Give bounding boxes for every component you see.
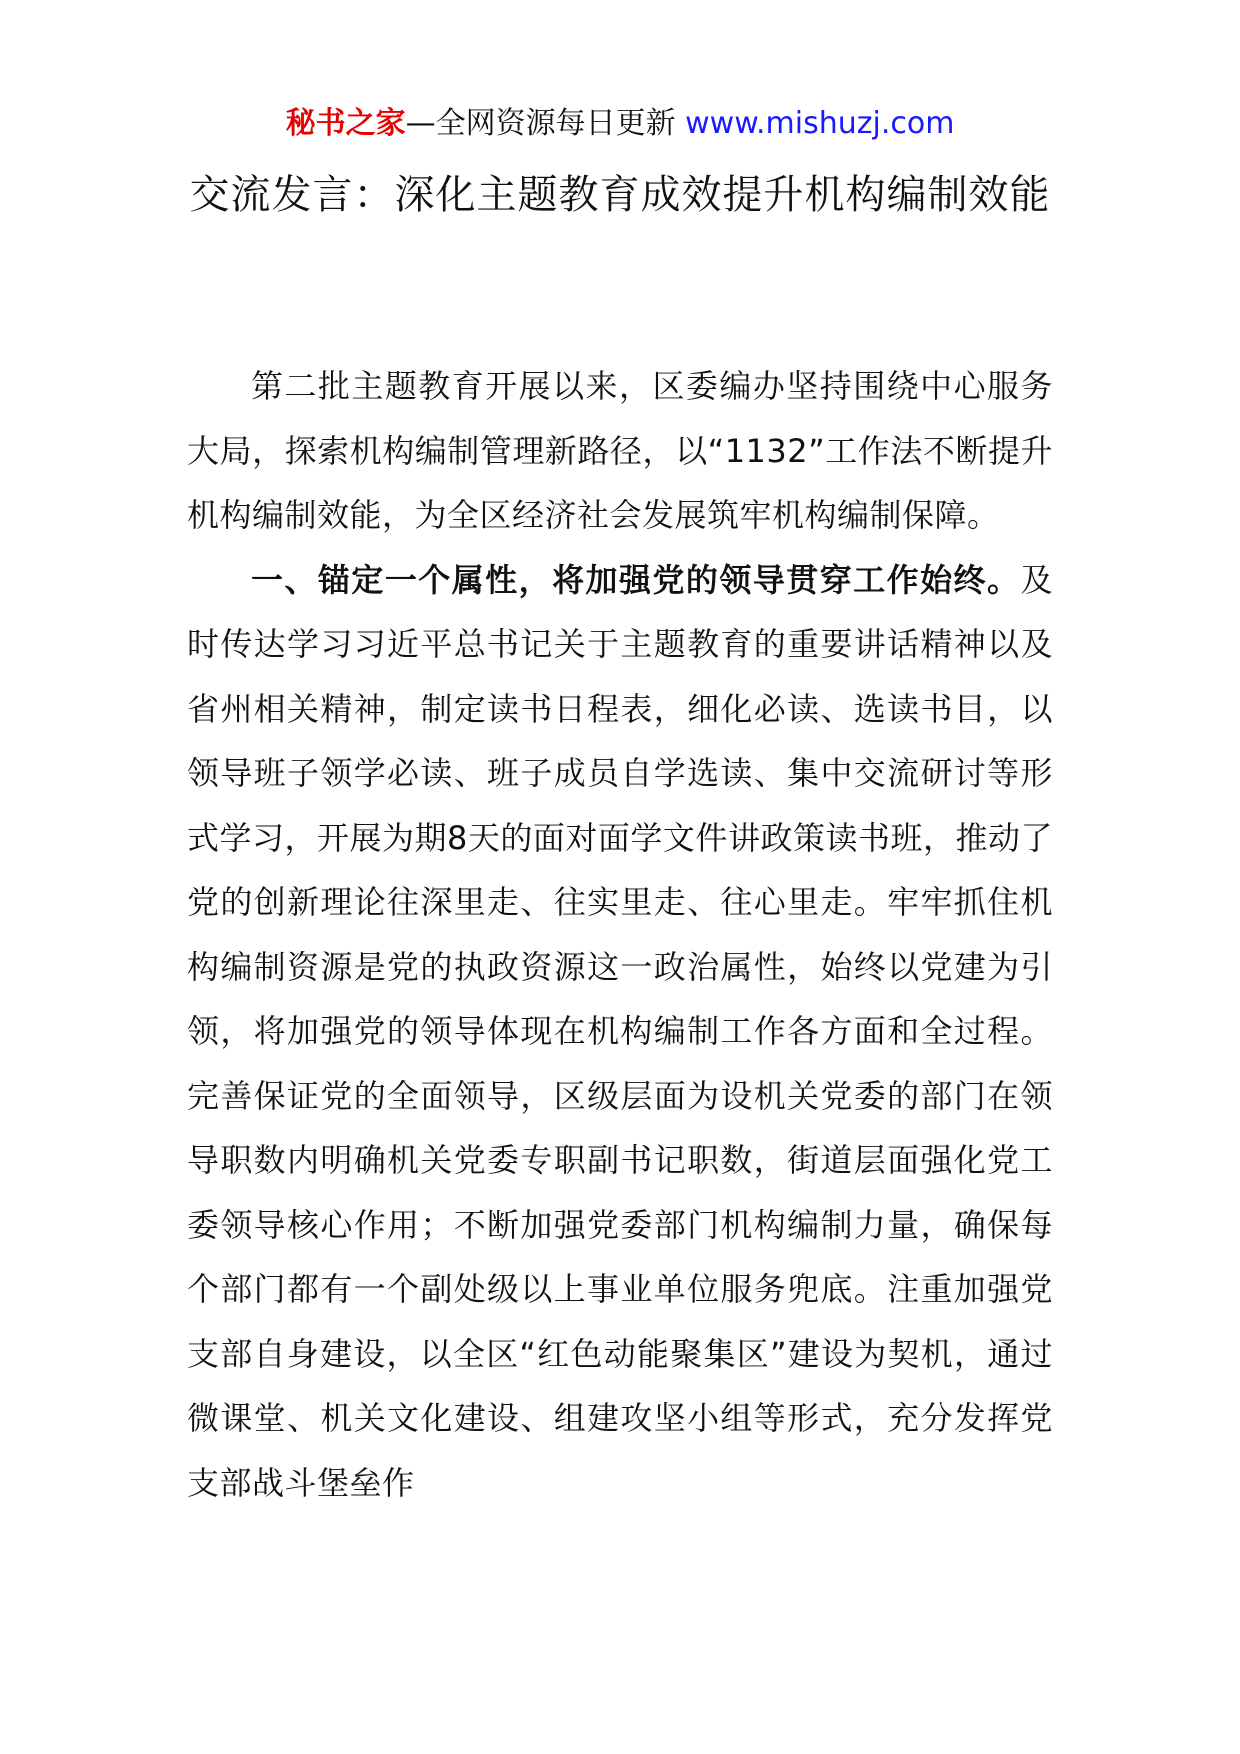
site-tagline: —全网资源每日更新 <box>405 106 686 141</box>
paragraph <box>187 354 1053 548</box>
section-heading: 一、锚定一个属性，将加强党的领导贯穿工作始终。 <box>251 560 1021 599</box>
document-body <box>187 354 1053 1515</box>
site-url-link[interactable]: www.mishuzj.com <box>685 106 955 141</box>
paragraph-text: 及时传达学习习近平总书记关于主题教育的重要讲话精神以及省州相关精神，制定读书日程表，细化必读、选读书目，以领导班子领学必读、班子成员自学选读、集中交流研讨等形式学习，开展为期8天的面对面学文件讲政策读书班，推动了党的创新理论往深里走、往实里走、往心里走。牢牢抓住机构编制资源是党的执政资源这一政治属性，始终以党建为引领，将加强党的领导体现在机构编制工作各方面和全过程。完善保证党的全面领导，区级层面为设机关党委的部门在领导职数内明确机关党委专职副书记职数，街道层面强化党工委领导核心作用；不断加强党委部门机构编制力量，确保每个部门都有一个副处级以上事业单位服务兜底。注重加强党支部自身建设，以全区“红色动能聚集区”建设为契机，通过微课堂、机关文化建设、组建攻坚小组等形式，充分发挥党支部战斗堡垒作 <box>187 560 1053 1502</box>
paragraph <box>187 548 1053 1516</box>
paragraph-text: 第二批主题教育开展以来，区委编办坚持围绕中心服务大局，探索机构编制管理新路径，以“1132”工作法不断提升机构编制效能，为全区经济社会发展筑牢机构编制保障。 <box>187 367 1053 534</box>
site-brand: 秘书之家 <box>285 106 406 141</box>
document-title: 交流发言：深化主题教育成效提升机构编制效能 <box>189 172 1051 218</box>
site-header <box>0 104 1240 144</box>
